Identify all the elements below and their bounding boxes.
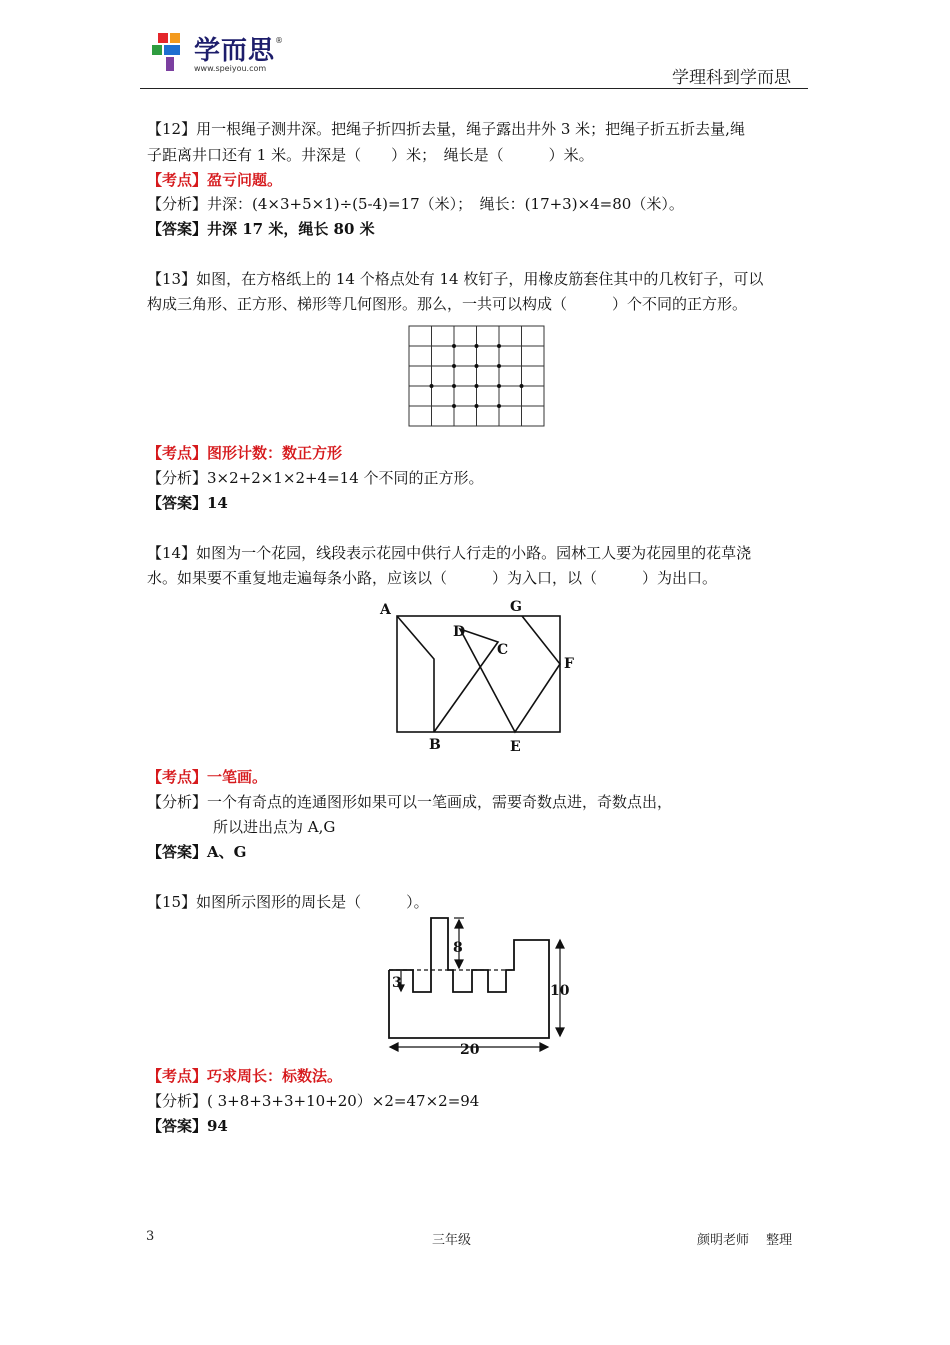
logo-text: 学而思 [194, 36, 276, 66]
logo-square-red [158, 33, 168, 43]
logo-registered-mark: ® [275, 36, 283, 45]
label-g: G [510, 599, 522, 615]
footer-page-number: 3 [146, 1229, 155, 1244]
q13-analysis: 【分析】3×2+2×1×2+4=14 个不同的正方形。 [147, 469, 484, 487]
header-slogan: 学理科到学而思 [672, 68, 791, 88]
label-3: 3 [392, 975, 402, 991]
q13-point: 【考点】图形计数：数正方形 [147, 444, 343, 462]
logo-url: www.speiyou.com [194, 64, 267, 73]
label-f: F [564, 656, 574, 672]
q14-analysis-line2: 所以进出点为 A,G [213, 818, 336, 836]
footer-author: 颜明老师 整理 [697, 1233, 793, 1248]
q15-line1: 【15】如图所示图形的周长是（ ）。 [147, 893, 429, 911]
label-a: A [380, 602, 391, 618]
q15-analysis: 【分析】( 3+8+3+3+10+20）×2=47×2=94 [147, 1092, 480, 1110]
q12-analysis: 【分析】井深：(4×3+5×1)÷(5-4)=17（米）； 绳长：(17+3)×4=80（米）。 [147, 195, 684, 213]
logo-square-green [152, 45, 162, 55]
label-c: C [497, 642, 509, 658]
q14-garden-figure [372, 596, 582, 756]
q13-answer: 【答案】14 [147, 494, 228, 512]
q12-line2: 子距离井口还有 1 米。井深是（ ）米； 绳长是（ ）米。 [147, 146, 594, 164]
logo-square-blue [164, 45, 180, 55]
logo-square-orange [170, 33, 180, 43]
q13-line2: 构成三角形、正方形、梯形等几何图形。那么，一共可以构成（ ）个不同的正方形。 [147, 295, 748, 313]
path-a-b [397, 616, 434, 732]
q14-line1: 【14】如图为一个花园，线段表示花园中供行人行走的小路。园林工人要为花园里的花草浇 [147, 544, 752, 562]
label-20: 20 [460, 1042, 480, 1058]
q12-answer: 【答案】井深 17 米，绳长 80 米 [147, 220, 375, 238]
q14-point: 【考点】一笔画。 [147, 768, 268, 786]
header-divider [140, 88, 808, 89]
label-e: E [510, 739, 521, 755]
q13-line1: 【13】如图，在方格纸上的 14 个格点处有 14 枚钉子，用橡皮筋套住其中的几枚钉子，可以 [147, 270, 764, 288]
q12-point: 【考点】盈亏问题。 [147, 171, 283, 189]
label-d: D [453, 624, 466, 640]
label-10: 10 [550, 983, 570, 999]
q14-line2: 水。如果要不重复地走遍每条小路，应该以（ ）为入口，以（ ）为出口。 [147, 569, 718, 587]
footer-grade: 三年级 [432, 1233, 472, 1248]
q15-perimeter-figure [378, 912, 578, 1060]
label-8: 8 [453, 940, 463, 956]
q12-line1: 【12】用一根绳子测井深。把绳子折四折去量，绳子露出井外 3 米；把绳子折五折去量,绳 [147, 120, 745, 138]
q15-point: 【考点】巧求周长：标数法。 [147, 1067, 343, 1085]
q14-answer: 【答案】A、G [147, 843, 247, 861]
q14-analysis-line1: 【分析】一个有奇点的连通图形如果可以一笔画成，需要奇数点进，奇数点出， [147, 793, 673, 811]
logo-square-purple [166, 57, 174, 71]
label-b: B [429, 737, 441, 753]
q13-grid-figure [408, 325, 545, 427]
figure-outline [389, 918, 549, 1038]
q15-answer: 【答案】94 [147, 1117, 228, 1135]
